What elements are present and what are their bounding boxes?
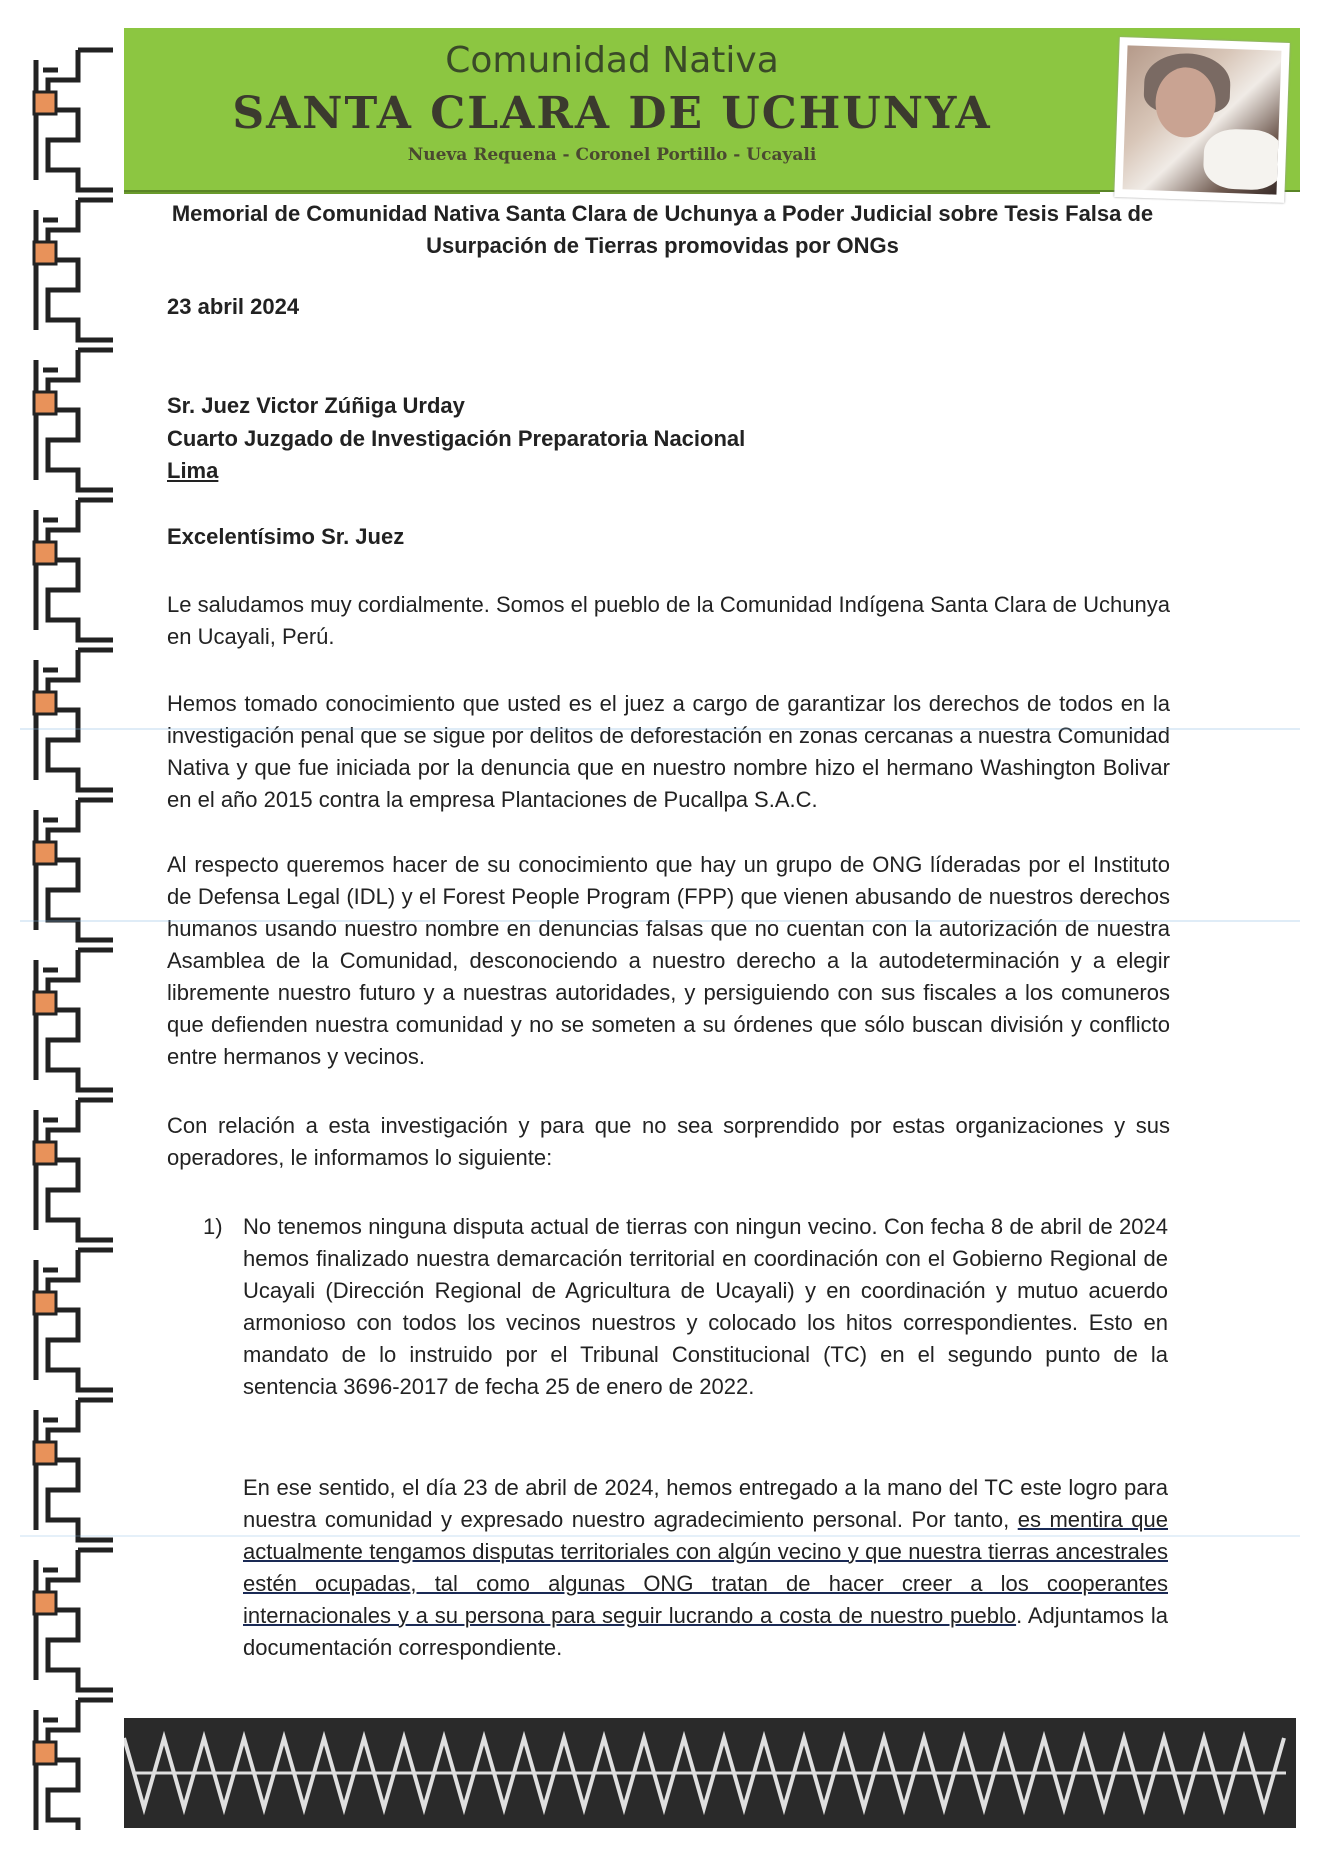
scan-mark: [20, 728, 1300, 730]
left-pattern-unit: [34, 800, 113, 940]
followup-text-start: En ese sentido, el día 23 de abril de 2024, hemos entregado a la mano del TC este logro para nuestra comunidad y expresado nuestro agradecimiento personal. Por tanto,: [243, 1475, 1168, 1532]
scan-mark: [20, 920, 1300, 922]
bottom-pattern-border: [124, 1718, 1296, 1828]
paragraph-greeting: Le saludamos muy cordialmente. Somos el pueblo de la Comunidad Indígena Santa Clara de Uchunya en Ucayali, Perú.: [167, 592, 1170, 649]
paragraph-ngo-complaint: Al respecto queremos hacer de su conocimiento que hay un grupo de ONG líderadas por el Instituto de Defensa Legal (IDL) y el Forest People Program (FPP) que vienen abusando de nuestros derechos humanos usando nuestro nombre en denuncias falsas que no cuentan con la autorización de nuestra Asamblea de la Comunidad, desconociendo a nuestro derecho a la autodeterminación y a elegir libremente nuestro futuro y a nuestras autoridades, y persiguiendo con sus fiscales a los comuneros que defienden nuestra comunidad y no se someten a su órdenes que sólo buscan división y conflicto entre hermanos y vecinos.: [167, 852, 1170, 1069]
recipient-court: Cuarto Juzgado de Investigación Preparatoria Nacional: [167, 426, 746, 451]
paragraph-intro-list: Con relación a esta investigación y para que no sea sorprendido por estas organizaciones y sus operadores, le informamos lo siguiente:: [167, 1113, 1170, 1170]
left-pattern-unit: [34, 1250, 113, 1390]
list-item-number: 1): [203, 1214, 223, 1239]
community-label: Comunidad Nativa: [445, 40, 779, 81]
left-pattern-unit: [34, 1700, 113, 1830]
left-pattern-unit: [34, 500, 113, 640]
left-pattern-border: [28, 40, 118, 1830]
photo-artisan-image: [1123, 45, 1282, 194]
left-pattern-unit: [34, 1400, 113, 1540]
scan-mark: [20, 1535, 1300, 1537]
header-photo: [1114, 37, 1289, 203]
paragraph-investigation: Hemos tomado conocimiento que usted es el juez a cargo de garantizar los derechos de todos en la investigación penal que se sigue por delitos de deforestación en zonas cercanas a nuestra Comunidad Nativa y que fue iniciada por la denuncia que en nuestro nombre hizo el hermano Washington Bolivar en el año 2015 contra la empresa Plantaciones de Pucallpa S.A.C.: [167, 691, 1170, 812]
list-item-text: No tenemos ninguna disputa actual de tierras con ningun vecino. Con fecha 8 de abril de 2024 hemos finalizado nuestra demarcación territorial en coordinación con el Gobierno Regional de Ucayali (Dirección Regional de Agricultura de Ucayali) y en coordinación y mutuo acuerdo armonioso con todos los vecinos nuestros y colocado los hitos correspondientes. Esto en mandato de lo instruido por el Tribunal Constitucional (TC) en el segundo punto de la sentencia 3696-2017 de fecha 25 de enero de 2022.: [243, 1214, 1168, 1399]
recipient-name: Sr. Juez Victor Zúñiga Urday: [167, 393, 465, 418]
left-pattern-unit: [34, 1550, 113, 1690]
followup-text-end: . Adjuntamos la documentación correspondiente.: [243, 1603, 1168, 1660]
community-location: Nueva Requena - Coronel Portillo - Ucayali: [407, 145, 817, 165]
left-pattern-unit: [34, 1100, 113, 1240]
left-pattern-unit: [34, 350, 113, 490]
left-pattern-unit: [34, 200, 113, 340]
document-title: Memorial de Comunidad Nativa Santa Clara de Uchunya a Poder Judicial sobre Tesis Falsa de Usurpación de Tierras promovidas por ONGs: [171, 201, 1154, 258]
community-name: SANTA CLARA DE UCHUNYA: [232, 88, 992, 139]
list-item-followup: [243, 1472, 1168, 1664]
document-date: 23 abril 2024: [167, 294, 300, 319]
followup-underlined-statement: es mentira que actualmente tengamos disputas territoriales con algún vecino y que nuestra tierras ancestrales estén ocupadas, tal como algunas ONG tratan de hacer creer a los cooperantes internacionales y a su persona para seguir lucrando a costa de nuestro pueblo: [243, 1507, 1168, 1628]
left-pattern-unit: [34, 950, 113, 1090]
recipient-city: Lima: [167, 458, 219, 483]
salutation: Excelentísimo Sr. Juez: [167, 524, 405, 549]
left-pattern-unit: [34, 650, 113, 790]
